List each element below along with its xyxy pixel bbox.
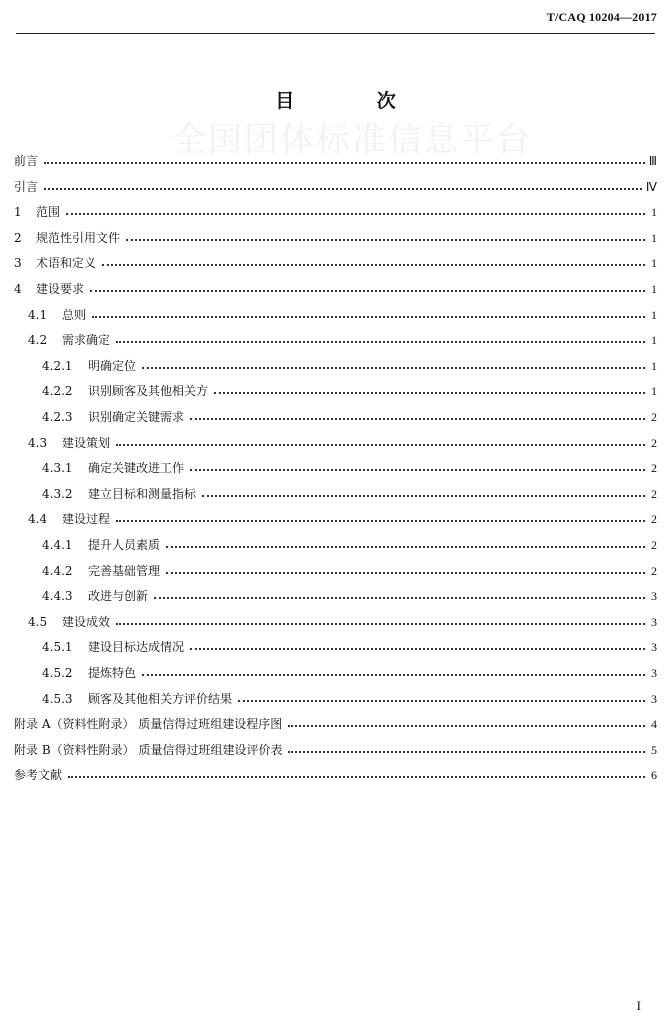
toc-entry-page: 1 bbox=[651, 282, 657, 296]
toc-entry-number: 4.5.1 bbox=[42, 640, 73, 655]
toc-entry-number: 4.4.2 bbox=[42, 563, 73, 578]
toc-entry-number: 4.3.2 bbox=[42, 486, 73, 501]
toc-entry-page: 1 bbox=[651, 230, 657, 245]
toc-leader-dots bbox=[190, 417, 645, 420]
toc-entry[interactable] bbox=[14, 611, 657, 629]
toc-leader-dots bbox=[190, 468, 645, 471]
toc-entry-title: 完善基础管理 bbox=[88, 563, 161, 578]
toc-leader-dots bbox=[102, 263, 645, 266]
toc-entry-page: 5 bbox=[651, 742, 657, 757]
toc-entry-title: 需求确定 bbox=[62, 333, 111, 348]
toc-entry-title: 附录 B（资料性附录） 质量信得过班组建设评价表 bbox=[14, 742, 283, 757]
toc-entry-number: 4.2 bbox=[28, 333, 48, 348]
toc-entry[interactable] bbox=[14, 355, 657, 373]
toc-entry-number: 4.2.2 bbox=[42, 384, 73, 399]
toc-entry-number: 1 bbox=[14, 205, 22, 220]
toc-entry-number: 4.5.2 bbox=[42, 666, 73, 680]
toc-entry[interactable] bbox=[14, 713, 657, 731]
toc-entry[interactable] bbox=[14, 380, 657, 398]
toc-entry-page: 3 bbox=[651, 666, 657, 680]
toc-leader-dots bbox=[154, 596, 645, 599]
toc-entry-title: 总则 bbox=[62, 307, 87, 322]
toc-leader-dots bbox=[126, 238, 645, 241]
toc-entry-page: 1 bbox=[651, 358, 657, 373]
toc-entry[interactable] bbox=[14, 406, 657, 424]
toc-entry-title: 建设成效 bbox=[62, 614, 111, 629]
toc-entry-page: Ⅳ bbox=[645, 179, 657, 194]
toc-leader-dots bbox=[288, 724, 645, 727]
toc-entry[interactable] bbox=[14, 560, 657, 578]
toc-entry-page: 2 bbox=[651, 435, 657, 450]
toc-leader-dots bbox=[116, 340, 645, 343]
toc-entry-number: 4.4.1 bbox=[42, 538, 73, 552]
toc-leader-dots bbox=[214, 391, 645, 394]
toc-entry-number: 4.5 bbox=[28, 614, 48, 629]
toc-entry[interactable] bbox=[14, 764, 657, 782]
page-title: 目 次 bbox=[275, 90, 434, 112]
toc-entry-title: 顾客及其他相关方评价结果 bbox=[88, 691, 233, 706]
toc-leader-dots bbox=[116, 443, 645, 446]
toc-entry-number: 4.1 bbox=[28, 307, 48, 322]
toc-entry-number: 4.4.3 bbox=[42, 589, 73, 604]
toc-entry-title: 建设过程 bbox=[62, 512, 111, 527]
toc-leader-dots bbox=[142, 673, 645, 676]
toc-entry-page: 1 bbox=[651, 384, 657, 399]
toc-entry[interactable] bbox=[14, 176, 657, 194]
toc-entry-title: 明确定位 bbox=[88, 358, 137, 373]
toc-entry-page: 3 bbox=[651, 614, 657, 629]
toc-entry-page: 2 bbox=[651, 563, 657, 578]
toc-entry-page: 2 bbox=[651, 486, 657, 501]
toc-entry-number: 3 bbox=[14, 256, 22, 271]
toc-entry-title: 附录 A（资料性附录） 质量信得过班组建设程序图 bbox=[14, 717, 283, 732]
toc-leader-dots bbox=[66, 212, 645, 215]
toc-entry-title: 建立目标和测量指标 bbox=[88, 486, 197, 501]
toc-entry-number: 4.2.3 bbox=[42, 410, 73, 424]
toc-leader-dots bbox=[90, 289, 645, 292]
toc-leader-dots bbox=[166, 545, 645, 548]
toc-entry-page: 2 bbox=[651, 410, 657, 424]
toc-entry-page: 2 bbox=[651, 461, 657, 476]
toc-entry-title: 范围 bbox=[36, 205, 61, 220]
toc-entry-page: 3 bbox=[651, 691, 657, 706]
toc-leader-dots bbox=[142, 366, 645, 369]
toc-entry-title: 术语和定义 bbox=[36, 256, 97, 271]
toc-leader-dots bbox=[116, 519, 645, 522]
toc-entry[interactable] bbox=[14, 662, 657, 680]
toc-entry-title: 确定关键改进工作 bbox=[88, 461, 185, 476]
toc-entry-title: 规范性引用文件 bbox=[36, 230, 121, 245]
toc-entry-title: 参考文献 bbox=[14, 768, 63, 783]
toc-entry[interactable] bbox=[14, 508, 657, 526]
toc-entry-title: 建设要求 bbox=[36, 282, 85, 296]
toc-entry-number: 4.2.1 bbox=[42, 358, 73, 373]
toc-entry[interactable] bbox=[14, 432, 657, 450]
toc-entry-page: 1 bbox=[651, 333, 657, 348]
toc-entry-page: Ⅲ bbox=[648, 154, 657, 168]
toc-entry-title: 改进与创新 bbox=[88, 589, 149, 604]
toc-leader-dots bbox=[202, 494, 645, 497]
toc-entry-page: 3 bbox=[651, 640, 657, 655]
toc-entry-title: 提炼特色 bbox=[88, 666, 137, 680]
toc-leader-dots bbox=[166, 571, 645, 574]
toc-entry-title: 前言 bbox=[14, 154, 39, 168]
toc-entry[interactable] bbox=[14, 636, 657, 654]
toc-leader-dots bbox=[44, 187, 642, 190]
toc-entry[interactable] bbox=[14, 227, 657, 245]
toc-leader-dots bbox=[190, 647, 645, 650]
toc-entry[interactable] bbox=[14, 457, 657, 475]
toc-entry[interactable] bbox=[14, 534, 657, 552]
toc-entry[interactable] bbox=[14, 304, 657, 322]
toc-entry[interactable] bbox=[14, 329, 657, 347]
toc-entry-page: 1 bbox=[651, 256, 657, 271]
toc-leader-dots bbox=[68, 775, 645, 778]
toc-entry[interactable] bbox=[14, 688, 657, 706]
page-number: I bbox=[636, 998, 641, 1013]
toc-entry-number: 4.3 bbox=[28, 435, 48, 450]
toc-entry-page: 1 bbox=[651, 307, 657, 322]
toc-entry-page: 2 bbox=[651, 512, 657, 527]
toc-entry-number: 4 bbox=[14, 282, 22, 296]
toc-leader-dots bbox=[288, 750, 645, 753]
toc-entry-title: 建设目标达成情况 bbox=[88, 640, 185, 655]
standard-code: T/CAQ 10204—2017 bbox=[546, 10, 657, 24]
toc-entry-number: 2 bbox=[14, 230, 22, 245]
toc-leader-dots bbox=[44, 161, 645, 164]
toc-entry-title: 识别确定关键需求 bbox=[88, 410, 185, 424]
toc-entry-title: 提升人员素质 bbox=[88, 538, 161, 552]
header-rule bbox=[16, 33, 655, 34]
toc-entry[interactable] bbox=[14, 585, 657, 603]
toc-entry-page: 1 bbox=[651, 205, 657, 220]
toc-entry-page: 6 bbox=[651, 768, 657, 783]
toc-entry-title: 引言 bbox=[14, 179, 39, 194]
toc-entry[interactable] bbox=[14, 150, 657, 168]
toc-entry-number: 4.5.3 bbox=[42, 691, 73, 706]
toc-entry[interactable] bbox=[14, 278, 657, 296]
toc-entry-title: 建设策划 bbox=[62, 435, 111, 450]
toc-entry-number: 4.4 bbox=[28, 512, 48, 527]
toc-entry[interactable] bbox=[14, 739, 657, 757]
toc-entry-title: 识别顾客及其他相关方 bbox=[88, 384, 209, 399]
toc-entry-number: 4.3.1 bbox=[42, 461, 73, 476]
toc-entry-page: 3 bbox=[651, 589, 657, 604]
toc-entry[interactable] bbox=[14, 252, 657, 270]
watermark: 全国团体标准信息平台 bbox=[172, 120, 532, 160]
toc-entry-page: 4 bbox=[651, 717, 657, 732]
toc-entry[interactable] bbox=[14, 483, 657, 501]
toc-entry-page: 2 bbox=[651, 538, 657, 552]
toc-leader-dots bbox=[92, 315, 645, 318]
toc-leader-dots bbox=[116, 622, 645, 625]
toc-leader-dots bbox=[238, 699, 645, 702]
toc-entry[interactable] bbox=[14, 201, 657, 219]
